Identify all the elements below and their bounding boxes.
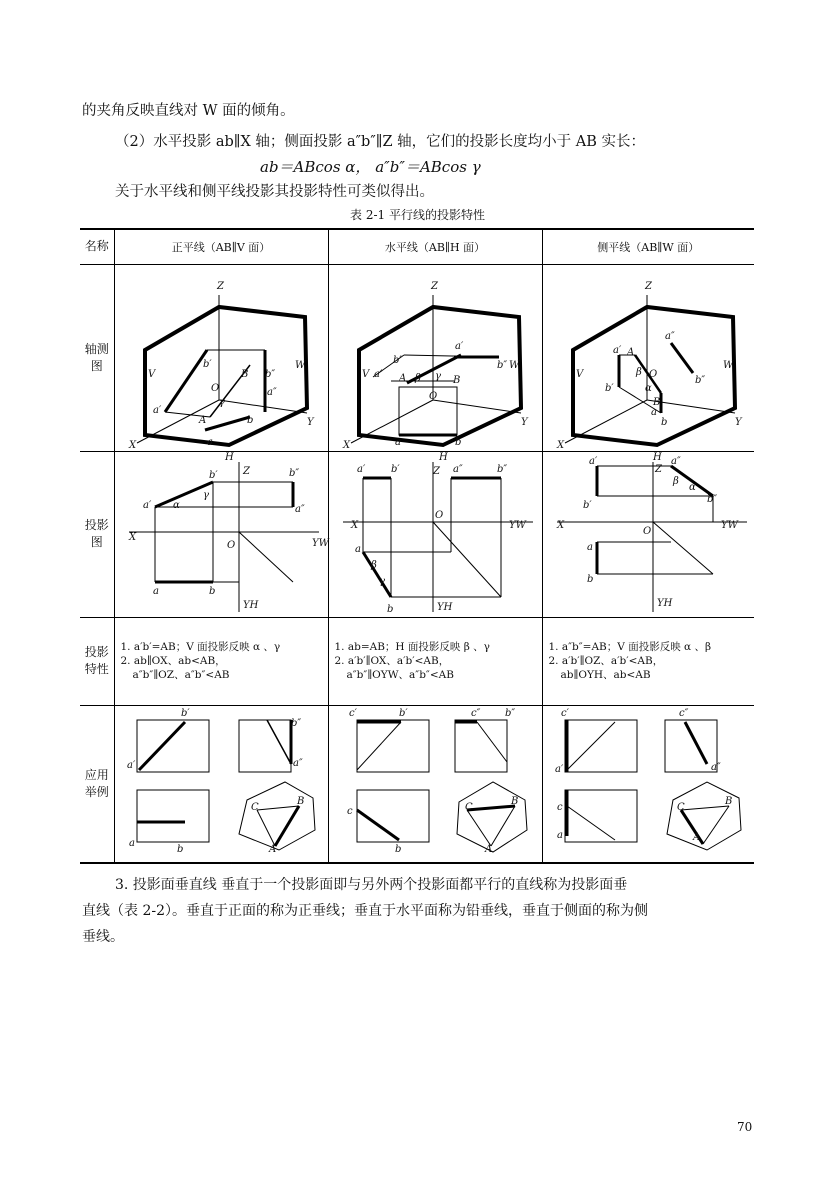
label-YW: YW (508, 520, 526, 531)
projection-frontal-diagram (115, 452, 329, 616)
label-O: O (428, 391, 437, 402)
label-Z: Z (242, 466, 250, 477)
label-b: b (454, 437, 461, 448)
label-b1: b′ (604, 383, 614, 394)
prop-line: 2. a′b′∥OZ、a′b′<AB， (548, 655, 664, 667)
label-X: X (556, 520, 564, 531)
label-b: b (394, 843, 401, 855)
label-gamma: γ (202, 490, 209, 501)
label-beta: β (635, 367, 642, 378)
intro-line-2: （2）水平投影 ab∥X 轴；侧面投影 a″b″∥Z 轴，它们的投影长度均小于 AB 实长： (115, 134, 645, 150)
label-alpha: α (172, 500, 180, 511)
label-V: V (575, 369, 583, 380)
section3-line-3: 垂线。 (82, 929, 124, 945)
properties-horizontal (328, 617, 542, 705)
label-b: b (208, 586, 215, 597)
label-W: W (508, 360, 519, 371)
label-c: c (556, 801, 563, 813)
label-b2: b″ (288, 468, 299, 479)
label-b2: b″ (290, 717, 301, 729)
label-b1: b′ (582, 500, 592, 511)
label-a2: a″ (670, 456, 681, 467)
prop-line: ab∥OYH、ab<AB (560, 669, 651, 681)
label-a2: a″ (373, 369, 384, 380)
header-name-label: 名称 (84, 239, 109, 254)
label-B: B (724, 795, 732, 807)
label-Y: Y (306, 417, 314, 428)
label-O: O (210, 383, 219, 394)
label-V: V (361, 369, 369, 380)
projection-horizontal-cell (328, 451, 542, 617)
label-b1: b′ (202, 359, 212, 370)
label-Z: Z (654, 464, 662, 475)
label-a: a (394, 437, 401, 448)
projection-profile-cell (542, 451, 754, 617)
label-b: b (386, 604, 393, 615)
label-a1: a′ (126, 759, 135, 771)
label-b2: b″ (496, 464, 507, 475)
label-b1: b′ (398, 707, 408, 719)
label-B: B (510, 795, 518, 807)
properties-profile (542, 617, 754, 705)
label-c: c (346, 805, 353, 817)
table-caption: 表 2-1 平行线的投影特性 (350, 208, 485, 222)
label-a1: a′ (152, 405, 161, 416)
label-A: A (484, 843, 492, 855)
axonometric-profile-cell (542, 264, 754, 463)
label-a1: a′ (142, 500, 151, 511)
prop-line: 1. a″b″=AB；V 面投影反映 α 、β (548, 641, 712, 653)
row-label-examples: 应用举例 (80, 705, 114, 863)
label-H: H (438, 452, 448, 463)
label-C: C (250, 801, 259, 813)
label-Z: Z (644, 281, 652, 292)
label-alpha: α (644, 383, 652, 394)
axonometric-horizontal-cell (328, 264, 542, 463)
intro-line-3: 关于水平线和侧平线投影其投影特性可类似得出。 (115, 184, 434, 200)
label-YH: YH (242, 600, 258, 611)
label-a: a (650, 407, 657, 418)
label-A: A (692, 831, 700, 843)
label-a: a (128, 837, 135, 849)
axonometric-profile-diagram (543, 265, 755, 463)
label-a2: a″ (452, 464, 463, 475)
examples-profile-diagram (543, 706, 755, 862)
label-b: b (586, 574, 593, 585)
axonometric-frontal-cell (114, 264, 328, 463)
label-a: a (556, 829, 563, 841)
prop-line: 1. a′b′=AB；V 面投影反映 α 、γ (120, 641, 281, 653)
examples-horizontal-cell (328, 705, 542, 863)
label-YH: YH (656, 598, 672, 609)
label-a: a (206, 437, 213, 448)
label-O: O (226, 540, 235, 551)
section3-line-2: 直线（表 2-2）。垂直于正面的称为正垂线；垂直于水平面称为铅垂线，垂直于侧面的称为侧 (82, 903, 648, 919)
formula: ab＝ABcos α， a″b″＝ABcos γ (260, 158, 481, 176)
label-B: B (652, 397, 660, 408)
properties-frontal (114, 617, 328, 705)
label-b2: b″ (264, 369, 275, 380)
axonometric-horizontal-diagram (329, 265, 543, 463)
label-B: B (452, 375, 460, 386)
label-b1: b′ (392, 355, 402, 366)
col-header-profile: 侧平线（AB∥W 面） (542, 229, 754, 264)
col-header-horizontal: 水平线（AB∥H 面） (328, 229, 542, 264)
label-X: X (128, 440, 136, 451)
label-b1: b′ (180, 707, 190, 719)
label-A: A (268, 843, 276, 855)
page-number: 70 (737, 1120, 753, 1134)
label-X: X (556, 440, 564, 451)
label-a1: a′ (588, 456, 597, 467)
label-A: A (198, 415, 206, 426)
examples-horizontal-diagram (329, 706, 543, 862)
label-W: W (722, 360, 733, 371)
label-beta: β (414, 373, 421, 384)
section3-line-1: 3. 投影面垂直线 垂直于一个投影面即与另外两个投影面都平行的直线称为投影面垂 (115, 877, 628, 893)
label-A: A (398, 373, 406, 384)
label-b1: b′ (390, 464, 400, 475)
label-b1: b′ (208, 470, 218, 481)
label-X: X (342, 440, 350, 451)
examples-profile-cell (542, 705, 754, 863)
label-YW: YW (720, 520, 738, 531)
label-Y: Y (520, 417, 528, 428)
label-O: O (648, 369, 657, 380)
label-Y: Y (734, 417, 742, 428)
label-beta: β (672, 476, 679, 487)
label-a2: a″ (664, 331, 675, 342)
label-X: X (128, 532, 136, 543)
projection-profile-diagram (543, 452, 755, 616)
projection-frontal-cell (114, 451, 328, 617)
label-b2: b″ (496, 360, 507, 371)
line-a1-b1 (165, 350, 207, 412)
projection-horizontal-diagram (329, 452, 543, 616)
label-b: b (176, 843, 183, 855)
row-label-properties: 投影特性 (80, 617, 114, 705)
label-a: a (354, 544, 361, 555)
prop-line: 2. a′b′∥OX、a′b′<AB， (334, 655, 450, 667)
label-a1: a′ (454, 341, 463, 352)
label-C: C (464, 801, 473, 813)
y-axis (219, 400, 307, 413)
label-b: b (246, 415, 253, 426)
label-a2: a″ (266, 387, 277, 398)
row-label-projection: 投影图 (80, 451, 114, 617)
label-a1: a′ (554, 763, 563, 775)
label-O: O (642, 526, 651, 537)
label-b2: b″ (504, 707, 515, 719)
label-B: B (240, 369, 248, 380)
header-name-cell (80, 229, 114, 264)
label-c2: c″ (678, 707, 688, 719)
label-c1: c′ (560, 707, 569, 719)
label-a1: a′ (612, 345, 621, 356)
label-W: W (294, 360, 305, 371)
label-X: X (350, 520, 358, 531)
label-b2: b″ (706, 494, 717, 505)
row-label-axonometric: 轴测图 (80, 264, 114, 451)
label-gamma: γ (434, 371, 441, 382)
prop-line: a″b″∥OZ、a″b″<AB (132, 669, 230, 681)
label-c1: c′ (348, 707, 357, 719)
label-a: a (586, 542, 593, 553)
prop-line: 2. ab∥OX、ab<AB， (120, 655, 226, 667)
axonometric-frontal-diagram (115, 265, 329, 463)
label-Z: Z (216, 281, 224, 292)
label-a: a (152, 586, 159, 597)
label-C: C (676, 801, 685, 813)
label-a2: a″ (292, 757, 303, 769)
label-H: H (224, 452, 234, 463)
label-alpha: α (688, 482, 696, 493)
label-Z: Z (432, 466, 440, 477)
label-V: V (147, 369, 155, 380)
label-b: b (660, 417, 667, 428)
label-a2: a″ (710, 761, 721, 773)
label-Z: Z (430, 281, 438, 292)
label-O: O (434, 510, 443, 521)
label-a2: a″ (294, 504, 305, 515)
label-gamma: γ (378, 576, 385, 587)
label-beta: β (370, 560, 377, 571)
col-header-frontal: 正平线（AB∥V 面） (114, 229, 328, 264)
label-c2: c″ (470, 707, 480, 719)
label-YH: YH (436, 602, 452, 613)
prop-line: 1. ab=AB；H 面投影反映 β 、γ (334, 641, 490, 653)
examples-frontal-diagram (115, 706, 329, 862)
label-gamma: γ (218, 397, 225, 408)
prop-line: a″b″∥OYW、a″b″<AB (346, 669, 454, 681)
label-YW: YW (311, 538, 329, 549)
label-A: A (626, 347, 634, 358)
label-B: B (296, 795, 304, 807)
examples-frontal-cell (114, 705, 328, 863)
projection-table (80, 228, 754, 864)
label-b2: b″ (694, 375, 705, 386)
label-H: H (652, 452, 662, 463)
intro-line-1: 的夹角反映直线对 W 面的倾角。 (82, 103, 295, 119)
label-a1: a′ (356, 464, 365, 475)
